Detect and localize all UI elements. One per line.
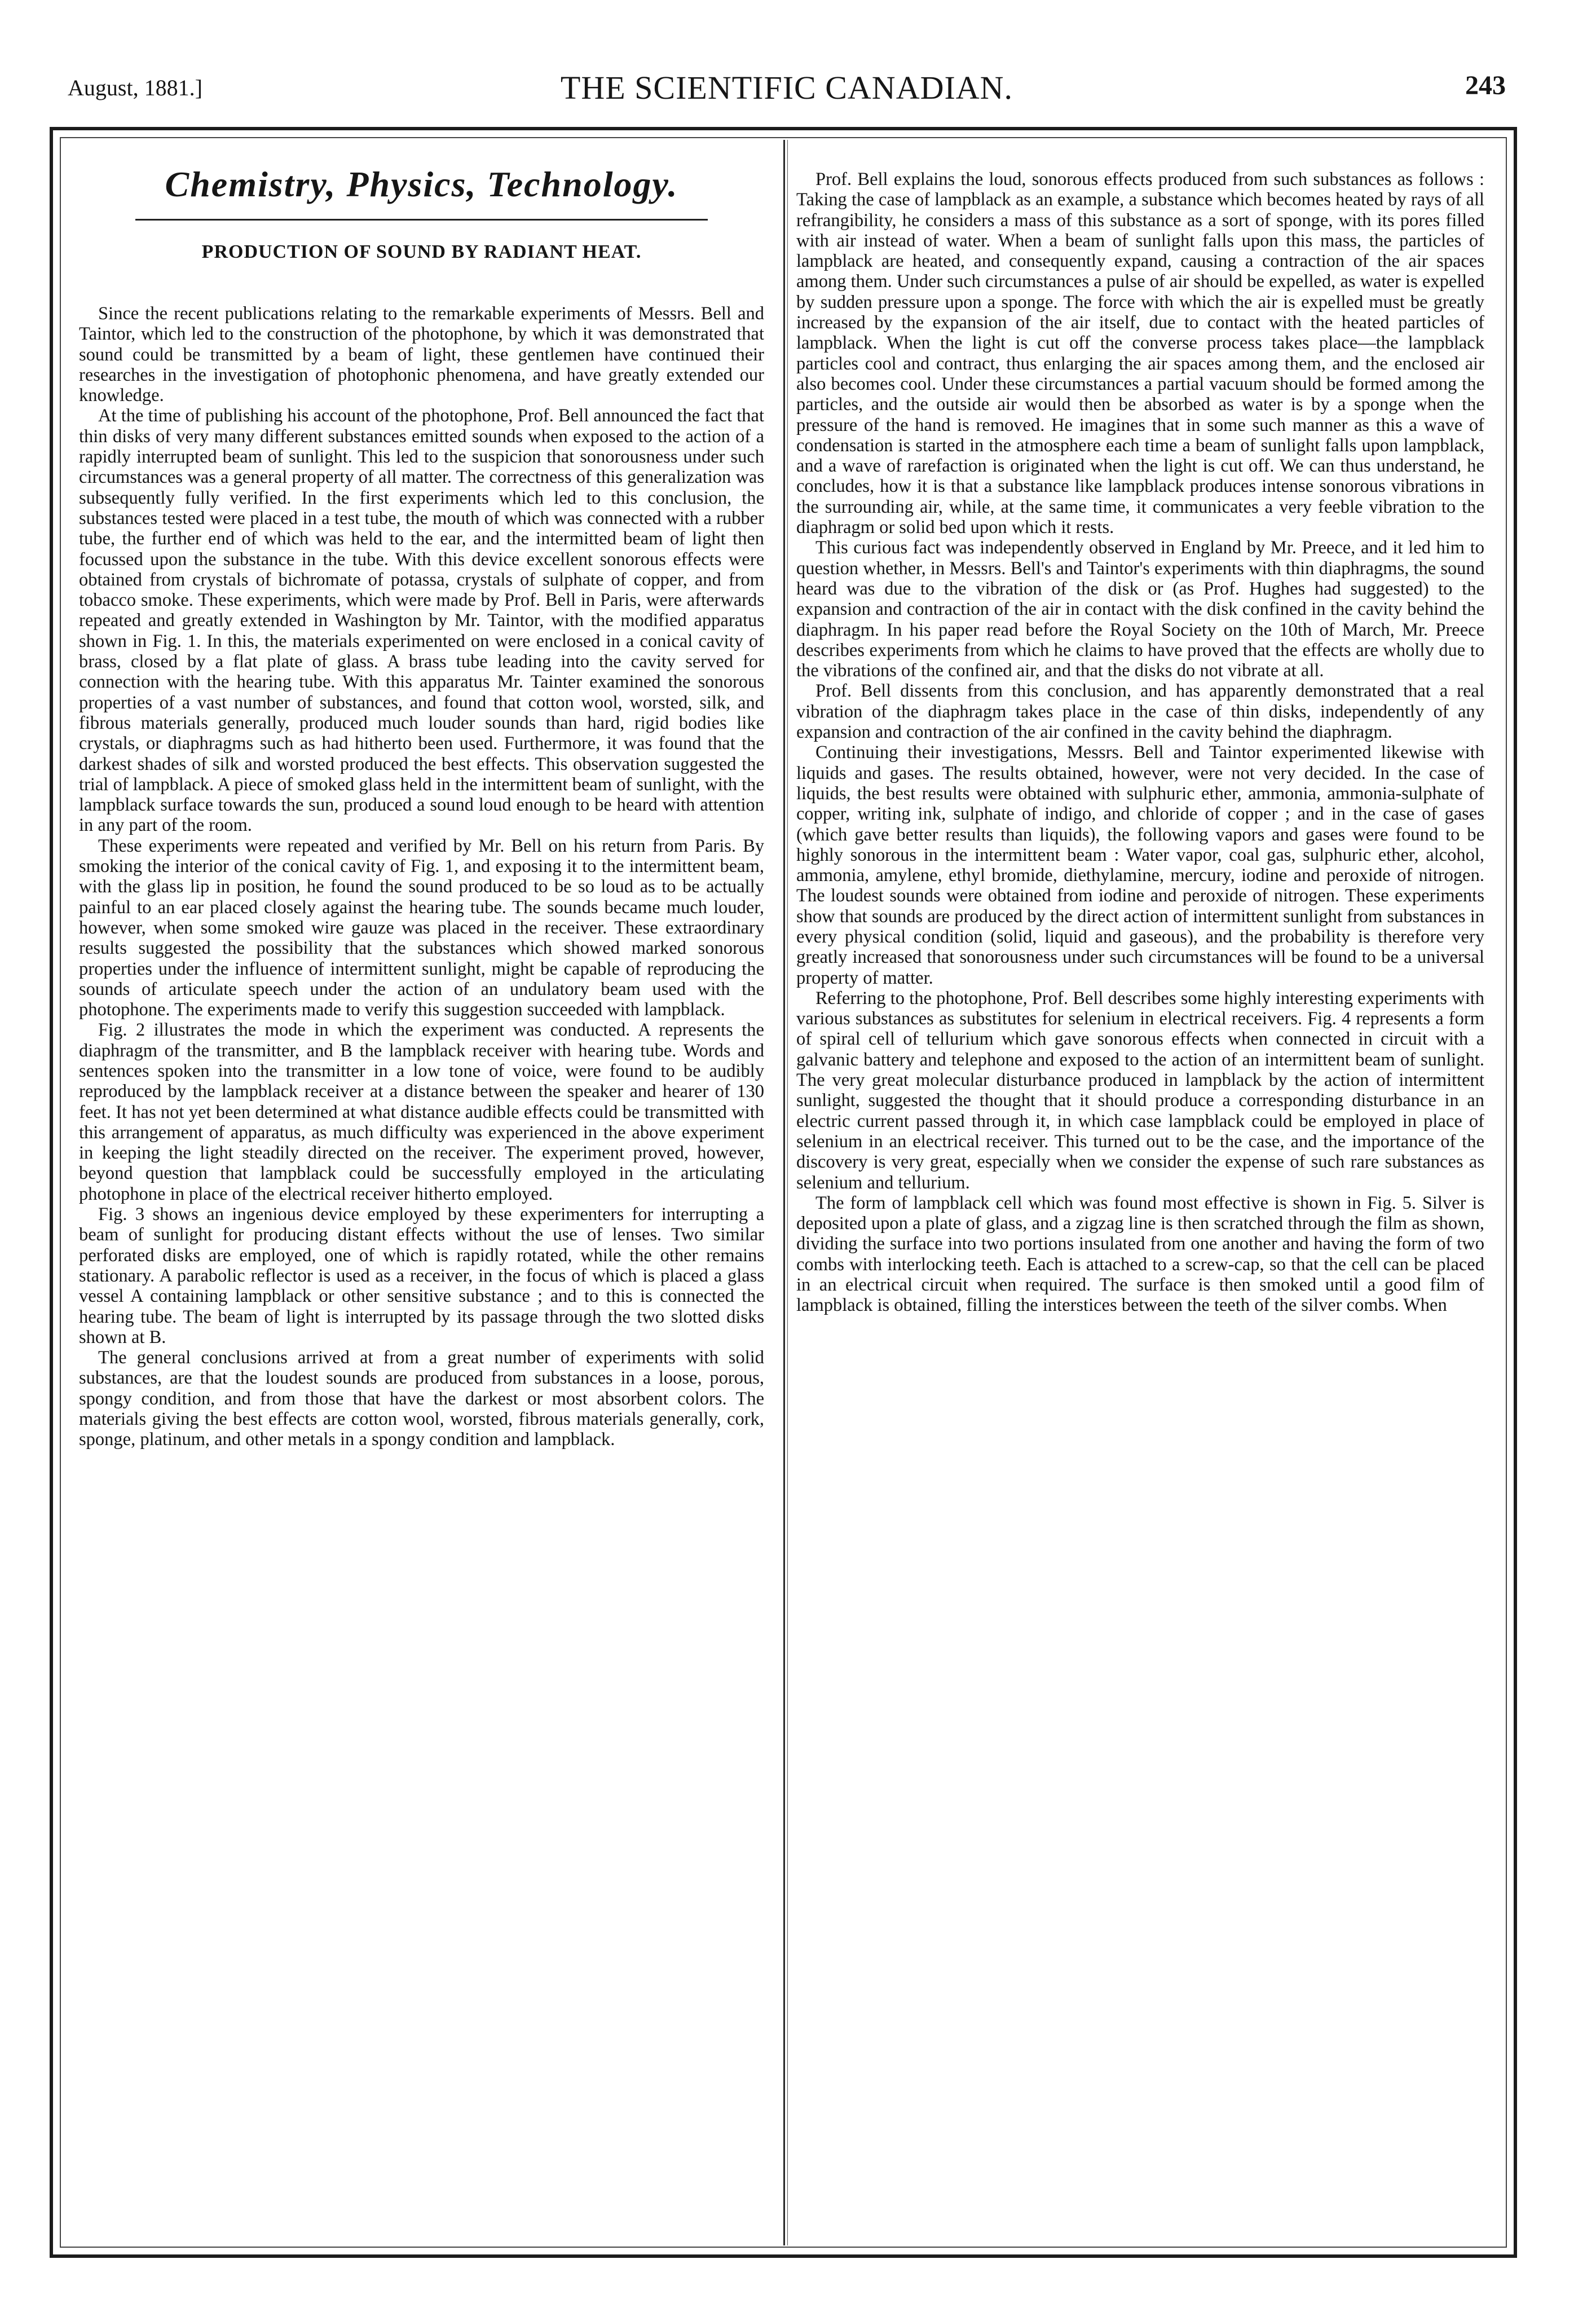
paragraph: Continuing their investigations, Messrs. Bell and Taintor experimented likewise with liquids and gases. The results obtained, however, were not very decided. In the case of liquids, the best results were obtained with sulphuric ether, ammonia, ammonia-sulphate of copper, writing ink, sulphate of indigo, and chloride of copper ; and in the case of gases (which gave better results than liquids), the following vapors and gases were found to be highly sonorous in the intermittent beam : Water vapor, coal gas, sulphuric ether, alcohol, ammonia, amylene, ethyl bromide, diethylamine, mercury, iodine and peroxide of nitrogen. The loudest sounds were obtained from iodine and peroxide of nitrogen. These experiments show that sounds are produced by the direct action of intermittent sunlight from substances in every physical condition (solid, liquid and gaseous), and the probability is therefore very greatly increased that sonorousness under such circumstances will be found to be a universal property of matter. (796, 742, 1484, 988)
paragraph: Since the recent publications relating to the remarkable experiments of Messrs. Bell and Taintor, which led to the construction of the photophone, by which it was demonstrated that sound could be transmitted by a beam of light, these gentlemen have continued their researches in the investigation of photophonic phenomena, and have greatly extended our knowledge. (79, 303, 764, 406)
paragraph: At the time of publishing his account of the photophone, Prof. Bell announced the fact that thin disks of very many different substances emitted sounds when exposed to the action of a rapidly interrupted beam of sunlight. This led to the suspicion that sonorousness under such circumstances was a general property of all matter. The correctness of this generalization was subsequently fully verified. In the first experiments which led to this conclusion, the substances tested were placed in a test tube, the mouth of which was connected with a rubber tube, the further end of which was held to the ear, and the intermitted beam of light then focussed upon the substance in the tube. With this device excellent sonorous effects were obtained from crystals of bichromate of potassa, crystals of sulphate of copper, and from tobacco smoke. These experiments, which were made by Prof. Bell in Paris, were afterwards repeated and greatly extended in Washington by Mr. Taintor, with the modified apparatus shown in Fig. 1. In this, the materials experimented on were enclosed in a conical cavity of brass, closed by a flat plate of glass. A brass tube leading into the cavity served for connection with the hearing tube. With this apparatus Mr. Tainter examined the sonorous properties of a vast number of substances, and found that cotton wool, worsted, silk, and fibrous materials generally, produced much louder sounds than hard, rigid bodies like crystals, or diaphragms such as had hitherto been used. Furthermore, it was found that the darkest shades of silk and worsted produced the best effects. This observation suggested the trial of lampblack. A piece of smoked glass held in the intermittent beam of sunlight, with the lampblack surface towards the sun, produced a sound loud enough to be heard with attention in any part of the room. (79, 406, 764, 836)
paragraph: This curious fact was independently observed in England by Mr. Preece, and it led him to question whether, in Messrs. Bell's and Taintor's experiments with thin diaphragms, the sound heard was due to the vibration of the disk or (as Prof. Hughes had suggested) to the expansion and contraction of the air in contact with the disk confined in the cavity behind the diaphragm. In his paper read before the Royal Society on the 10th of March, Mr. Preece describes experiments from which he claims to have proved that the effects are wholly due to the vibrations of the confined air, and that the disks do not vibrate at all. (796, 538, 1484, 681)
column-divider-thin (787, 140, 788, 2245)
article-title: PRODUCTION OF SOUND BY RADIANT HEAT. (201, 241, 642, 262)
paragraph: Fig. 2 illustrates the mode in which the experiment was conducted. A represents the diaphragm of the transmitter, and B the lampblack receiver with hearing tube. Words and sentences spoken into the transmitter in a low tone of voice, were found to be audibly reproduced by the lampblack receiver at a distance between the speaker and hearer of 130 feet. It has not yet been determined at what distance audible effects could be transmitted with this arrangement of apparatus, as much difficulty was experienced in the above experiment in keeping the light steadily directed on the receiver. The experiment proved, however, beyond question that lampblack could be successfully employed in the articulating photophone in place of the electrical receiver hitherto employed. (79, 1020, 764, 1204)
section-heading: Chemistry, Physics, Technology. (165, 164, 678, 204)
column-divider (783, 140, 785, 2245)
paragraph: Referring to the photophone, Prof. Bell describes some highly interesting experiments with various substances as substitutes for selenium in electrical receivers. Fig. 4 represents a form of spiral cell of tellurium which gave sonorous effects when connected in circuit with a galvanic battery and telephone and exposed to the action of an intermittent beam of sunlight. The very great molecular disturbance produced in lampblack by the action of intermittent sunlight, suggested the thought that it should produce a corresponding disturbance in an electric current passed through it, in which case lampblack could be employed in place of selenium in an electrical receiver. This turned out to be the case, and the importance of the discovery is very great, especially when we consider the expense of such rare substances as selenium and tellurium. (796, 988, 1484, 1193)
right-column (796, 169, 1484, 1316)
paragraph: The form of lampblack cell which was found most effective is shown in Fig. 5. Silver is deposited upon a plate of glass, and a zigzag line is then scratched through the film as shown, dividing the surface into two portions insulated from one another and having the form of two combs with interlocking teeth. Each is attached to a screw-cap, so that the cell can be placed in an electrical circuit when required. The surface is then smoked until a good film of lampblack is obtained, filling the interstices between the teeth of the silver combs. When (796, 1192, 1484, 1316)
paragraph: These experiments were repeated and verified by Mr. Bell on his return from Paris. By smoking the interior of the conical cavity of Fig. 1, and exposing it to the intermittent beam, with the glass lip in position, he found the sound produced to be so loud as to be actually painful to an ear placed closely against the hearing tube. The sounds became much louder, however, when some smoked wire gauze was placed in the receiver. These extraordinary results suggested the possibility that the substances which showed marked sonorous properties under the influence of intermittent sunlight, might be capable of reproducing the sounds of articulate speech under the action of an undulatory beam used with the photophone. The experiments made to verify this suggestion succeeded with lampblack. (79, 835, 764, 1020)
issue-date: August, 1881.] (68, 75, 202, 100)
paragraph: The general conclusions arrived at from a great number of experiments with solid substances, are that the loudest sounds are produced from substances in a loose, porous, spongy condition, and from those that have the darkest or most absorbent colors. The materials giving the best effects are cotton wool, worsted, fibrous materials generally, cork, sponge, platinum, and other metals in a spongy condition and lampblack. (79, 1347, 764, 1450)
paragraph: Fig. 3 shows an ingenious device employed by these experimenters for interrupting a beam of sunlight for producing distant effects without the use of lenses. Two similar perforated disks are employed, one of which is rapidly rotated, while the other remains stationary. A parabolic reflector is used as a receiver, in the focus of which is placed a glass vessel A containing lampblack or other sensitive substance ; and to this is connected the hearing tube. The beam of light is interrupted by its passage through the two slotted disks shown at B. (79, 1204, 764, 1347)
paragraph: Prof. Bell dissents from this conclusion, and has apparently demonstrated that a real vibration of the diaphragm takes place in the case of thin disks, independently of any expansion and contraction of the air confined in the cavity behind the diaphragm. (796, 681, 1484, 743)
running-head (68, 62, 1506, 113)
heading-rule (135, 219, 708, 221)
page-number: 243 (1465, 71, 1506, 100)
paragraph: Prof. Bell explains the loud, sonorous effects produced from such substances as follows : Taking the case of lampblack as an example, a substance which becomes heated by rays of all refrangibility, he considers a mass of this substance as a sort of sponge, with its pores filled with air instead of water. When a beam of sunlight falls upon this mass, the particles of lampblack are heated, and consequently expand, causing a contraction of the air spaces among them. Under such circumstances a pulse of air should be expelled, as water is expelled by sudden pressure upon a sponge. The force with which the air is expelled must be greatly increased by the expansion of the air itself, due to contact with the heated particles of lampblack. When the light is cut off the converse process takes place—the lampblack particles cool and contract, thus enlarging the air spaces among them, and the enclosed air also becomes cool. Under these circumstances a partial vacuum should be formed among the particles, and the outside air would then be absorbed as water is by a sponge when the pressure of the hand is removed. He imagines that in some such manner as this a wave of condensation is started in the atmosphere each time a beam of sunlight falls upon lampblack, and a wave of rarefaction is originated when the light is cut off. We can thus understand, he concludes, how it is that a substance like lampblack produces intense sonorous vibrations in the surrounding air, while, at the same time, it communicates a very feeble vibration to the diaphragm or solid bed upon which it rests. (796, 169, 1484, 538)
journal-title: THE SCIENTIFIC CANADIAN. (560, 69, 1013, 106)
left-column (79, 303, 764, 1450)
